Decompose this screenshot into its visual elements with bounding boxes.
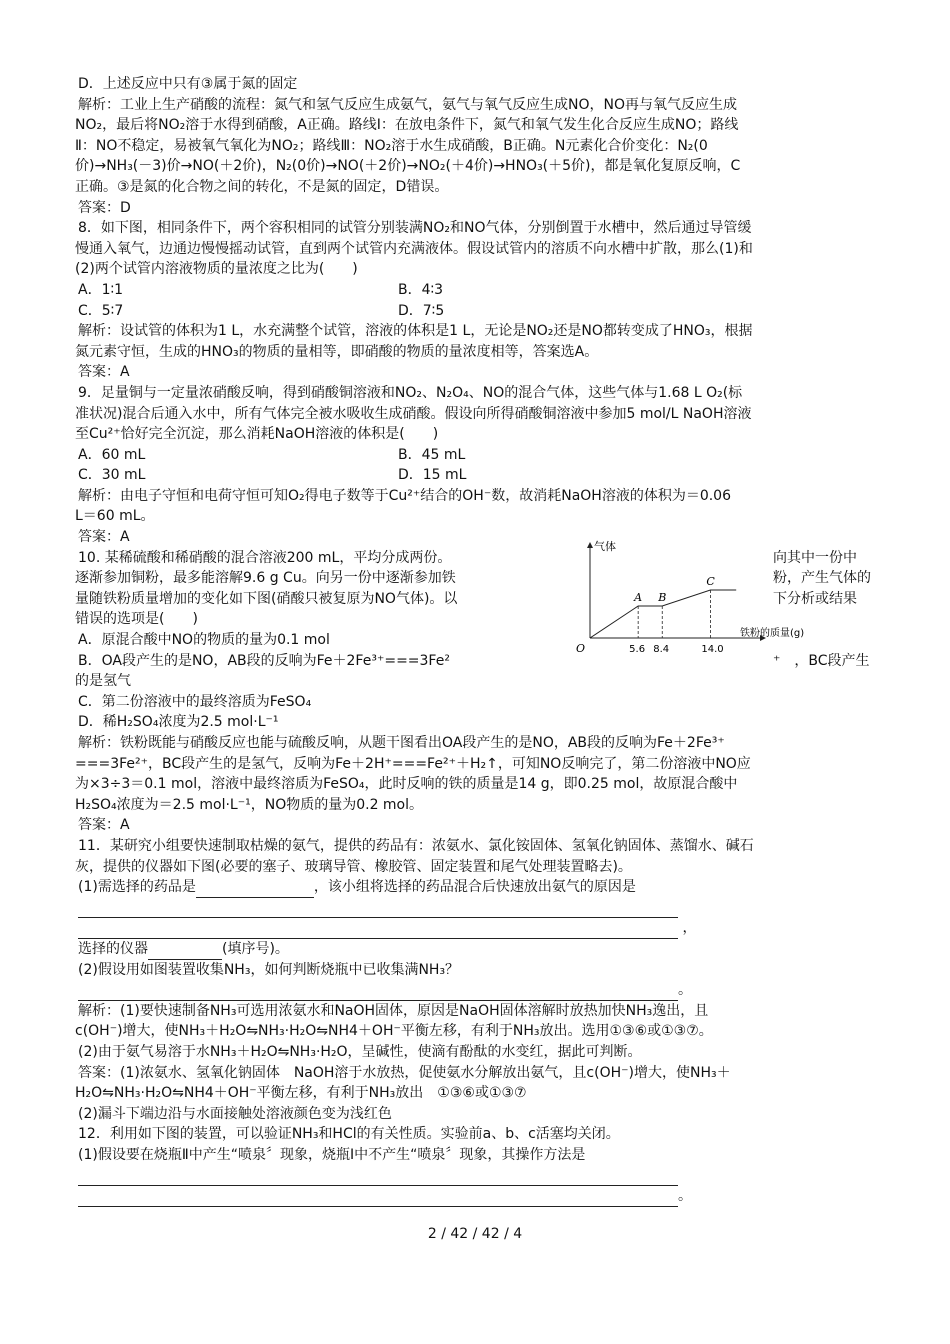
option-c: C．30 mL — [78, 467, 146, 484]
punct: ， — [682, 920, 697, 937]
line: 正确。③是氮的化合物之间的转化，不是氮的固定，D错误。 — [75, 178, 449, 195]
y-axis-arrow — [587, 542, 593, 548]
gas-vs-iron-chart — [568, 539, 805, 660]
line: 解析：由电子守恒和电荷守恒可知O₂得电子数等于Cu²⁺结合的OH⁻数，故消耗NaOH溶液的体积为＝0.06 — [78, 487, 731, 504]
punct: 。 — [678, 982, 692, 999]
line: 粉，产生气体的 — [773, 570, 871, 587]
answer-line: 答案：D — [78, 199, 131, 216]
line: c(OH⁻)增大，使NH₃＋H₂O⇋NH₃·H₂O⇋NH4＋OH⁻平衡左移，有利于NH₃放出。选用①③⑥或①③⑦。 — [75, 1023, 713, 1040]
option-a: A．60 mL — [78, 446, 146, 463]
option-b-text: B．OA段产生的是NO，AB段的反响为Fe＋2Fe³⁺===3Fe² — [78, 652, 450, 669]
line: H₂O⇋NH₃·H₂O⇋NH4＋OH⁻平衡左移，有利于NH₃放出 ①③⑥或①③⑦ — [75, 1085, 527, 1102]
line: 解析：设试管的体积为1 L，水充满整个试管，溶液的体积是1 L，无论是NO₂还是NO都转变成了HNO₃，根据 — [78, 323, 753, 340]
line: 氮元素守恒，生成的HNO₃的物质的量相等，即硝酸的物质的量浓度相等，答案选A。 — [75, 343, 599, 360]
line: 错误的选项是( ) — [75, 611, 198, 628]
answer-blank[interactable] — [78, 924, 678, 939]
answer-blank[interactable] — [78, 1192, 678, 1207]
answer-blank[interactable] — [196, 883, 314, 898]
line: 下分析或结果 — [773, 590, 857, 607]
option-c: C．第二份溶液中的最终溶质为FeSO₄ — [78, 693, 312, 710]
question-12: 12．利用如下图的装置，可以验证NH₃和HCl的有关性质。实验前a、b、c活塞均关闭。 — [78, 1126, 620, 1143]
line: 解析：工业上生产硝酸的流程：氮气和氢气反应生成氨气，氨气与氧气反应生成NO，NO再与氧气反应生成 — [78, 96, 737, 113]
line: ===3Fe²⁺，BC段产生的是氢气，反响为Fe＋2H⁺===Fe²⁺＋H₂↑，可知NO反响完了，第二份溶液中NO应 — [75, 755, 751, 772]
question-8: 8．如下图，相同条件下，两个容积相同的试管分别装满NO₂和NO气体，分别倒置于水槽中，然后通过导管缓 — [78, 220, 752, 237]
line: (2)由于氨气易溶于水NH₃＋H₂O⇋NH₃·H₂O，呈碱性，使滴有酚酞的水变红，据此可判断。 — [78, 1043, 642, 1060]
line — [78, 1186, 884, 1207]
right-column-text — [773, 548, 887, 610]
line — [78, 939, 884, 960]
question-10 — [75, 539, 884, 733]
point-label-C: C — [706, 574, 715, 588]
origin-label: O — [576, 641, 586, 655]
line: 量随铁粉质量增加的变化如下图(硝酸只被复原为NO气体)。以 — [75, 590, 458, 607]
option-b-text-right: ⁺ ，BC段产生 — [773, 652, 870, 669]
option-d: D．7∶5 — [398, 302, 445, 319]
x-axis-label: 铁粉的质量(g) — [740, 627, 805, 639]
options-row — [78, 445, 884, 466]
line — [78, 898, 884, 919]
answer-line: 答案：A — [78, 364, 130, 381]
page-footer: 2 / 42 / 42 / 4 — [427, 1226, 523, 1242]
answer-line: 答案：A — [78, 817, 130, 834]
line: L＝60 mL。 — [75, 508, 155, 525]
x-tick-label: 8.4 — [653, 643, 670, 655]
options-row — [78, 280, 884, 301]
line: 逐渐参加铜粉，最多能溶解9.6 g Cu。向另一份中逐渐参加铁 — [75, 570, 456, 587]
line: 向其中一份中 — [773, 549, 857, 566]
line — [78, 918, 884, 939]
line: (2)假设用如图装置收集NH₃，如何判断烧瓶中已收集满NH₃？ — [78, 961, 460, 978]
option-d: D．稀H₂SO₄浓度为2.5 mol·L⁻¹ — [78, 714, 279, 731]
answer-blank[interactable] — [78, 1171, 678, 1186]
prompt-text: (填序号)。 — [222, 940, 289, 957]
line: 至Cu²⁺恰好完全沉淀，那么消耗NaOH溶液的体积是( ) — [75, 426, 439, 443]
line: 答案：(1)浓氨水、氢氧化钠固体 NaOH溶于水放热，促使氨水分解放出氨气，且c(OH⁻)增大，使NH₃＋ — [78, 1064, 731, 1081]
y-axis-label: 气体 — [594, 539, 616, 553]
options-row — [78, 301, 884, 322]
line: (2)两个试管内溶液物质的量浓度之比为( ) — [75, 261, 358, 278]
line: 准状况)混合后通入水中，所有气体完全被水吸收生成硝酸。假设向所得硝酸铜溶液中参加5 mol/L NaOH溶液 — [75, 405, 752, 422]
option-a: A．原混合酸中NO的物质的量为0.1 mol — [78, 632, 330, 649]
line: D．上述反应中只有③属于氮的固定 — [78, 76, 298, 92]
option-c: C．5∶7 — [78, 302, 124, 319]
line: 10. 某稀硫酸和稀硝酸的混合溶液200 mL，平均分成两份。 — [78, 549, 452, 566]
x-tick-label: 14.0 — [701, 643, 724, 655]
question-11: 11．某研究小组要快速制取枯燥的氨气，提供的药品有：浓氨水、氯化铵固体、氢氧化钠固体、蒸馏水、碱石 — [78, 837, 754, 854]
answer-blank[interactable] — [148, 945, 222, 960]
prompt-text: 选择的仪器 — [78, 940, 148, 957]
question-9: 9．足量铜与一定量浓硝酸反响，得到硝酸铜溶液和NO₂、N₂O₄、NO的混合气体，这些气体与1.68 L O₂(标 — [78, 384, 743, 401]
answer-blank[interactable] — [78, 986, 678, 1001]
option-d: D．15 mL — [398, 467, 467, 484]
punct: 。 — [678, 1188, 692, 1205]
point-label-A: A — [634, 590, 643, 604]
line: 价)→NH₃(－3)价→NO(＋2价)，N₂(0价)→NO(＋2价)→NO₂(＋4价)→HNO₃(＋5价)，都是氧化复原反响，C — [75, 158, 741, 175]
x-tick-label: 5.6 — [629, 643, 646, 655]
line: 的是氢气 — [75, 673, 131, 690]
document-page — [75, 74, 884, 1207]
option-b: B．4∶3 — [398, 281, 444, 298]
line — [78, 1165, 884, 1186]
line: (1)假设要在烧瓶Ⅱ中产生“喷泉〞现象，烧瓶Ⅰ中不产生“喷泉〞现象，其操作方法是 — [78, 1146, 586, 1163]
line: 解析：铁粉既能与硝酸反应也能与硫酸反响，从题干图看出OA段产生的是NO，AB段的反响为Fe＋2Fe³⁺ — [78, 735, 725, 751]
prompt-text: ，该小组将选择的药品混合后快速放出氨气的原因是 — [313, 879, 636, 896]
point-label-B: B — [658, 590, 667, 604]
option-b: B．45 mL — [398, 446, 466, 463]
line: NO₂，最后将NO₂溶于水得到硝酸，A正确。路线Ⅰ：在放电条件下，氮气和氧气发生化合反应生成NO；路线 — [75, 117, 739, 134]
line: (2)漏斗下端边沿与水面接触处溶液颜色变为浅红色 — [78, 1105, 392, 1122]
line: 解析：(1)要快速制备NH₃可选用浓氨水和NaOH固体，原因是NaOH固体溶解时放热加快NH₃逸出，且 — [78, 1002, 709, 1019]
answer-line: 答案：A — [78, 529, 130, 546]
line: Ⅱ：NO不稳定，易被氧气氧化为NO₂；路线Ⅲ：NO₂溶于水生成硝酸，B正确。N元素化合价变化：N₂(0 — [75, 137, 708, 154]
option-a: A．1∶1 — [78, 281, 124, 298]
options-row — [78, 465, 884, 486]
prompt-text: (1)需选择的药品是 — [78, 879, 196, 896]
line: 为×3÷3＝0.1 mol，溶液中最终溶质为FeSO₄，此时反响的铁的质量是14 g，即0.25 mol，故原混合酸中 — [75, 776, 738, 793]
line: H₂SO₄浓度为＝2.5 mol·L⁻¹，NO物质的量为0.2 mol。 — [75, 796, 424, 813]
line — [78, 980, 884, 1001]
answer-blank[interactable] — [78, 903, 678, 918]
line: 慢通入氧气，边通边慢慢摇动试管，直到两个试管内充满液体。假设试管内的溶质不向水槽中扩散，那么(1)和 — [75, 240, 753, 257]
line: 灰，提供的仪器如下图(必要的塞子、玻璃导管、橡胶管、固定装置和尾气处理装置略去)。 — [75, 858, 632, 875]
line — [78, 877, 884, 898]
